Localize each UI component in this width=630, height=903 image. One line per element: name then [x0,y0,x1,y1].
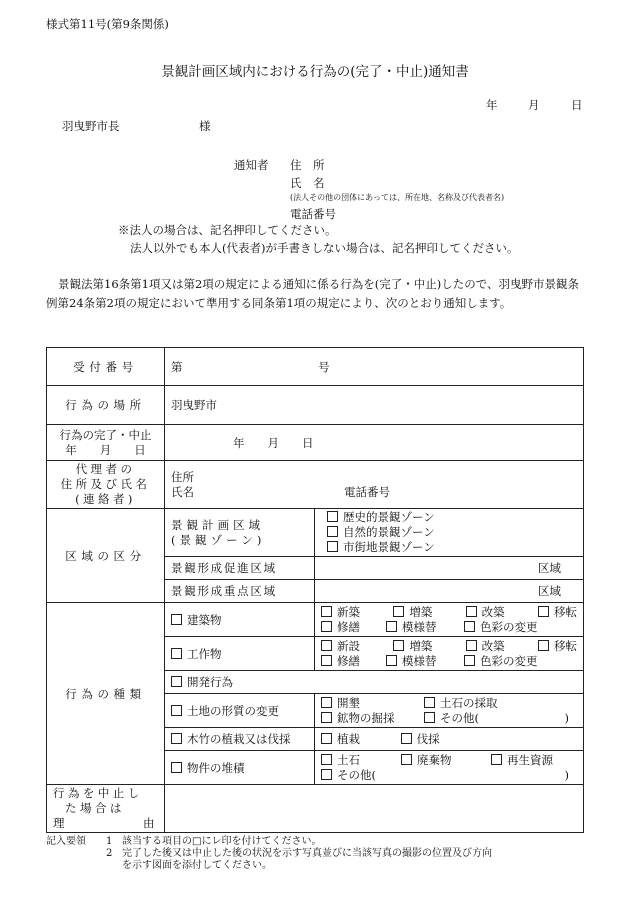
opt-building-relocation[interactable] [538,605,577,620]
option-label: 土石 [337,752,360,767]
act-building[interactable] [165,603,315,637]
option-label: その他( [337,767,376,782]
act-building-label: 建築物 [187,612,222,627]
key-area-label: 景観形成重点区域 [165,580,315,603]
opt-pile-other[interactable] [321,768,577,783]
option-label: 鉱物の掘採 [337,710,395,725]
checkbox-icon [466,640,477,651]
opt-land-mining[interactable] [321,711,424,726]
zone-option-label: 歴史的景観ゾーン [343,510,435,524]
checkbox-icon [321,697,332,708]
option-label: 模様替 [402,619,437,634]
reason-label-3: 理由 [53,816,158,830]
document-title: 景観計画区域内における行為の(完了・中止)通知書 [161,64,469,80]
opt-building-remodel[interactable] [386,620,464,635]
act-land-label: 土地の形質の変更 [187,703,279,718]
land-options [315,694,584,728]
opt-structure-rebuild[interactable] [466,639,505,654]
checkbox-icon [424,697,435,708]
checkbox-icon [327,541,338,552]
checkbox-icon [171,676,182,687]
opt-pile-waste[interactable] [401,753,491,768]
option-label: 増築 [409,604,433,619]
opt-pile-soil[interactable] [321,753,401,768]
seal-note-2: 法人以外でも本人(代表者)が手書きしない場合は、記名押印してください。 [130,241,519,255]
option-label: 改築 [481,638,505,653]
structure-options [315,637,584,671]
receipt-value[interactable] [165,348,584,386]
act-structure-label: 工作物 [187,646,222,661]
opt-land-other[interactable] [424,711,577,726]
act-trees[interactable] [165,728,315,751]
option-label: その他( [440,710,479,725]
option-label: 新設 [337,638,360,653]
checkbox-icon [321,769,332,780]
checkbox-icon [401,733,412,744]
option-label: 修繕 [337,619,360,634]
option-label: 色彩の変更 [480,619,538,634]
opt-building-repair[interactable] [321,620,386,635]
checkbox-icon [321,621,332,632]
checkbox-icon [464,655,475,666]
checkbox-icon [327,511,338,522]
option-label: 増築 [409,638,433,653]
zone-option-label: 自然的景観ゾーン [343,525,435,539]
checkbox-icon [321,754,332,765]
zone-option-natural[interactable] [327,525,577,540]
pile-options [315,751,584,785]
date-month: 月 [528,98,540,112]
checkbox-icon [386,655,397,666]
checkbox-icon [464,621,475,632]
agent-value[interactable] [165,461,584,509]
act-land[interactable] [165,694,315,728]
checkbox-icon [386,621,397,632]
reason-label-1: 行為を中止し [53,786,143,800]
note-number: 2 [106,848,113,859]
promotion-area-label: 景観形成促進区域 [165,557,315,580]
agent-label-2: 住所及び氏名 [60,477,151,491]
checkbox-icon [538,640,549,651]
agent-phone-label: 電話番号 [344,484,390,499]
checkbox-icon [538,606,549,617]
opt-trees-planting[interactable] [321,731,397,747]
plan-zone-label-1: 景観計画区域 [171,517,265,532]
option-label: 伐採 [416,732,440,746]
notifier-label: 通知者 [234,158,269,172]
opt-structure-new[interactable] [321,639,360,654]
zone-option-label: 市街地景観ゾーン [343,540,435,554]
receipt-label: 受付番号 [47,348,165,386]
opt-pile-recycled[interactable] [491,753,553,768]
checkbox-icon [393,606,404,617]
checkbox-icon [327,526,338,537]
place-value[interactable]: 羽曳野市 [165,386,584,425]
option-label: 新築 [337,604,360,619]
act-development[interactable] [165,671,584,694]
act-development-label: 開発行為 [187,675,233,689]
close-paren: ) [564,767,569,782]
act-pile-label: 物件の堆積 [187,760,245,775]
act-trees-label: 木竹の植栽又は伐採 [187,732,291,746]
addressee-honorific: 様 [199,119,211,133]
body-paragraph: 景観法第16条第1項又は第2項の規定による通知に係る行為を(完了・中止)したので、羽曳野市景観条例第24条第2項の規定において準用する同条第1項の規定により、次のとおり通知します。 [46,277,580,310]
notes [46,836,492,872]
option-label: 模様替 [402,653,437,668]
form-number: 様式第11号(第9条関係) [46,17,169,31]
date-year: 年 [486,98,498,112]
opt-structure-remodel[interactable] [386,654,464,669]
close-paren: ) [564,710,569,725]
note-text: を示す図面を添付してください。 [122,860,272,871]
plan-zone-label-2: (景観ゾーン) [171,532,266,547]
checkbox-icon [491,754,502,765]
promotion-area-value[interactable]: 区域 [315,557,584,580]
agent-label [47,461,165,509]
receipt-suffix: 号 [318,359,330,374]
note-number: 1 [106,836,113,847]
opt-land-soil[interactable] [424,696,498,711]
receipt-prefix: 第 [171,359,183,374]
opt-building-rebuild[interactable] [466,605,505,620]
checkbox-icon [321,733,332,744]
notes-label: 記入要領 [46,836,86,847]
checkbox-icon [171,733,182,744]
reason-label [47,785,165,833]
note-text: 該当する項目の□にレ印を付けてください。 [122,836,322,847]
zone-label: 区域の区分 [47,509,165,603]
act-pile[interactable] [165,751,315,785]
opt-building-extension[interactable] [393,605,432,620]
checkbox-icon [466,606,477,617]
agent-label-3: (連絡者) [75,492,136,506]
addressee-name: 羽曳野市長 [62,119,120,133]
reason-value[interactable] [165,785,584,833]
opt-structure-color[interactable] [464,654,538,669]
checkbox-icon [171,648,182,659]
act-structure[interactable] [165,637,315,671]
act-type-label: 行為の種類 [47,603,165,785]
key-area-value[interactable]: 区域 [315,580,584,603]
opt-land-cultivation[interactable] [321,696,424,711]
completion-label-1: 行為の完了・中止 [59,427,152,442]
checkbox-icon [171,762,182,773]
reason-label-2: た場合は [65,801,125,815]
notifier-corp-note: (法人その他の団体にあっては、所在地、名称及び代表者名) [290,193,505,202]
opt-structure-repair[interactable] [321,654,386,669]
trees-options [315,728,584,751]
place-label: 行為の場所 [47,386,165,425]
opt-trees-felling[interactable] [401,732,440,746]
option-label: 移転 [553,604,577,619]
option-label: 色彩の変更 [480,653,538,668]
opt-building-new[interactable] [321,605,360,620]
checkbox-icon [393,640,404,651]
note-text: 完了した後又は中止した後の状況を示す写真並びに当該写真の撮影の位置及び方向 [122,848,492,859]
checkbox-icon [321,606,332,617]
plan-zone-options [315,509,584,557]
option-label: 土石の採取 [440,695,498,710]
date-day: 日 [571,98,583,112]
checkbox-icon [321,640,332,651]
opt-structure-extension[interactable] [393,639,432,654]
notifier-name-label: 氏 名 [290,176,325,190]
checkbox-icon [321,655,332,666]
checkbox-icon [424,712,435,723]
opt-structure-relocation[interactable] [538,639,577,654]
zone-option-historic[interactable] [327,510,577,525]
opt-building-color[interactable] [464,620,538,635]
option-label: 移転 [553,638,577,653]
seal-note-1: ※法人の場合は、記名押印してください。 [118,223,337,237]
option-label: 植栽 [337,732,360,746]
option-label: 修繕 [337,653,360,668]
completion-label [47,425,165,461]
completion-label-2: 年 月 日 [65,442,146,457]
agent-name-label: 氏名 [171,484,194,499]
option-label: 開墾 [337,695,360,710]
notification-table [46,347,584,833]
building-options [315,603,584,637]
option-label: 改築 [481,604,505,619]
note-number [106,860,122,872]
checkbox-icon [171,705,182,716]
plan-zone-label [165,509,315,557]
notifier-address-label: 住 所 [290,158,325,172]
zone-option-urban[interactable] [327,540,577,555]
checkbox-icon [171,614,182,625]
option-label: 廃棄物 [417,752,452,767]
agent-address-label: 住所 [171,469,194,484]
checkbox-icon [321,712,332,723]
agent-label-1: 代理者の [75,462,136,476]
option-label: 再生資源 [507,752,553,767]
completion-date-value[interactable]: 年 月 日 [165,425,584,461]
notifier-phone-label: 電話番号 [290,207,336,221]
checkbox-icon [401,754,412,765]
